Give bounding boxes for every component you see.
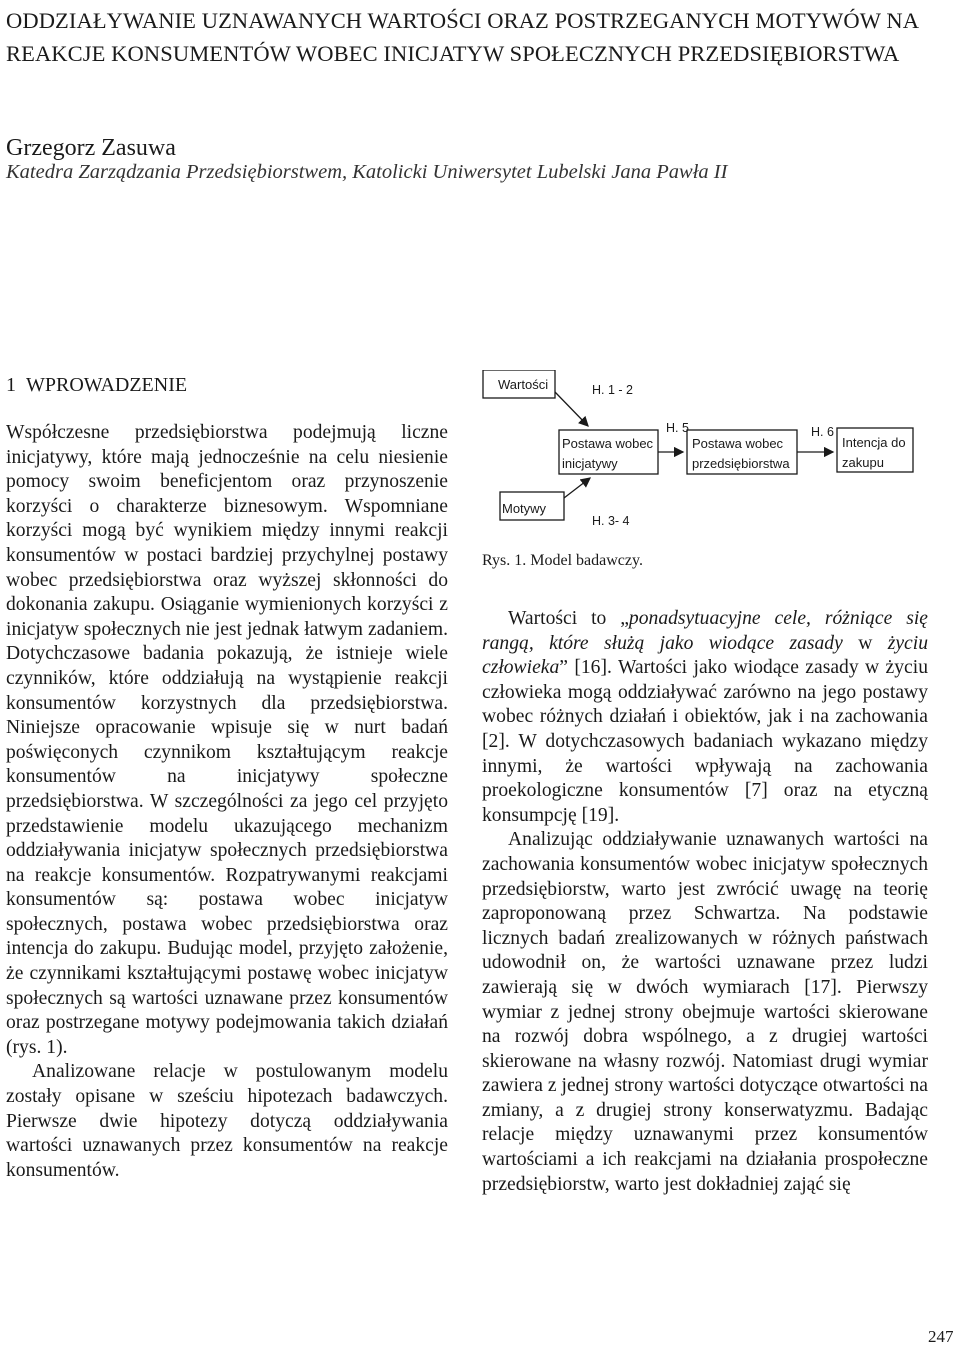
quote-italic: ponadsytuacyjne cele, różniące się rangą, które służą jako wiodące zasady (482, 608, 929, 654)
left-column (6, 421, 448, 1183)
research-model-figure (480, 370, 950, 570)
attitude-initiative-label-line1: Postawa wobec (562, 436, 654, 451)
paragraph (482, 607, 928, 828)
attitude-company-label-line2: przedsiębiorstwa (692, 456, 790, 471)
section-title: WPROWADZENIE (26, 374, 188, 396)
paragraph: Współczesne przedsiębiorstwa podejmują liczne inicjatywy, które mają jednocześnie na celu niesienie pomocy swoim beneficjentom oraz przynoszenie korzyści o charakterze biznesowym. Wspomniane korzyści mogą być wynikiem między innymi reakcji konsumentów w postaci bardziej przychylnej postawy wobec przedsiębiorstwa oraz wyższej skłonności do dokonania zakupu. Osiąganie wymienionych korzyści z inicjatyw społecznych nie jest jednak łatwym zadaniem. Dotychczasowe badania pokazują, że istnieje wiele czynników, które oddziałują na wystąpienie reakcji konsumentów korzystnych dla przedsiębiorstwa. Niniejsze opracowanie wpisuje się w nurt badań poświęconych czynnikom kształtującym reakcje konsumentów na inicjatywy społeczne przedsiębiorstwa. W szczególności za jego cel przyjęto przedstawienie modelu ukazującego mechanizm oddziaływania inicjatyw społecznych przedsiębiorstwa na reakcje konsumentów. Rozpatrywanymi reakcjami konsumentów są: postawa wobec inicjatyw społecznych, postawa wobec przedsiębiorstwa oraz intencja do zakupu. Budując model, przyjęto założenie, że czynnikami kształtującymi postawę wobec inicjatyw społecznych są wartości uznawane przez konsumentów oraz postrzegane motywy podejmowania takich działań (rys. 1). (6, 422, 448, 1058)
arrow-motives-to-attitude (564, 478, 590, 498)
hypothesis-label-h1-2: H. 1 - 2 (592, 383, 633, 397)
right-column (482, 607, 928, 1197)
hypothesis-label-h3-4: H. 3- 4 (592, 514, 630, 528)
paper-title: ODDZIAŁYWANIE UZNAWANYCH WARTOŚCI ORAZ POSTRZEGANYCH MOTYWÓW NA REAKCJE KONSUMENTÓW WOBEC INICJATYW SPOŁECZNYCH PRZEDSIĘBIORSTWA (6, 8, 918, 66)
values-label: Wartości (498, 377, 549, 392)
motives-label: Motywy (502, 501, 547, 516)
quote-italic: życiu człowieka (482, 632, 928, 679)
text-run: ” [16]. Wartości jako wiodące zasady w życiu człowieka mogą oddziaływać zarówno na jego postawy wobec różnych działań i obiektów, jak i na zachowania [2]. W dotychczasowych badaniach wykazano między innymi, że wartości wpływają na zachowania proekologiczne konsumentów [7] oraz na etyczną konsumpcję [19]. (482, 657, 928, 826)
section-heading (6, 371, 187, 399)
text-run: w (842, 632, 888, 654)
paragraph: Analizując oddziaływanie uznawanych wartości na zachowania konsumentów wobec inicjatyw społecznych przedsiębiorstw, warto jest zwrócić uwagę na teorię zaproponowaną przez Schwartza. Na podstawie licznych badań zrealizowanych w różnych państwach udowodnił on, że wartości uznawane przez ludzi zawierają się w dwóch wymiarach [17]. Pierwszy wymiar z jednej strony obejmuje wartości skierowane na rozwój dobra wspólnego, a z drugiej wartości skierowane na własny rozwój. Natomiast drugi wymiar zawiera z jednej strony wartości dotyczące otwartości na zmiany, a z drugiej strony konserwatyzmu. Badając relacje między uznawanymi przez konsumentów wartościami a ich reakcjami na działania prospołeczne przedsiębiorstw, warto jest dokładniej zająć się (482, 829, 928, 1195)
hypothesis-label-h6: H. 6 (811, 425, 834, 439)
author-name: Grzegorz Zasuwa (6, 135, 176, 161)
text-run: Wartości to „ (508, 608, 629, 629)
author-affiliation: Katedra Zarządzania Przedsiębiorstwem, Katolicki Uniwersytet Lubelski Jana Pawła II (6, 161, 728, 183)
attitude-company-label-line1: Postawa wobec (692, 436, 784, 451)
hypothesis-label-h5: H. 5 (666, 421, 689, 435)
page-number: 247 (928, 1327, 954, 1346)
attitude-initiative-label-line2: inicjatywy (562, 456, 618, 471)
model-diagram (480, 370, 950, 550)
paragraph: Analizowane relacje w postulowanym modelu zostały opisane w sześciu hipotezach badawczych. Pierwsze dwie hipotezy dotyczą oddziaływania wartości uznawanych przez konsumentów na reakcje konsumentów. (6, 1061, 448, 1181)
arrow-values-to-attitude (555, 392, 588, 426)
figure-caption: Rys. 1. Model badawczy. (482, 552, 643, 569)
intention-label-line2: zakupu (842, 455, 884, 470)
intention-label-line1: Intencja do (842, 435, 906, 450)
section-number: 1 (6, 374, 16, 396)
